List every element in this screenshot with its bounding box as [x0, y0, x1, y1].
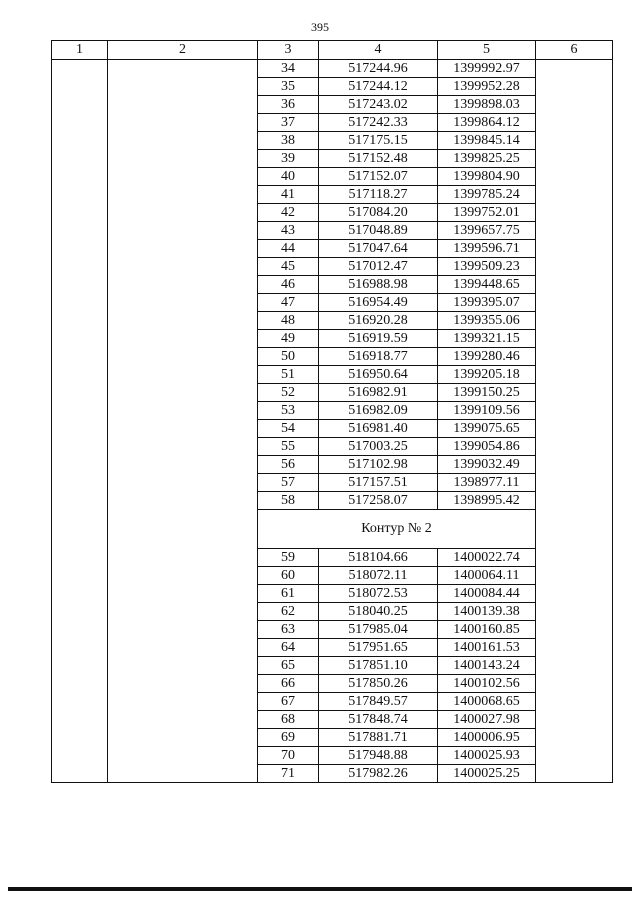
x-coordinate-cell: 517982.26 [319, 765, 438, 783]
x-coordinate-cell: 517157.51 [319, 474, 438, 492]
empty-cell-col1 [52, 60, 108, 783]
point-number-cell: 48 [258, 312, 319, 330]
point-number-cell: 41 [258, 186, 319, 204]
point-number-cell: 49 [258, 330, 319, 348]
y-coordinate-cell: 1400102.56 [438, 675, 536, 693]
x-coordinate-cell: 517102.98 [319, 456, 438, 474]
x-coordinate-cell: 517152.48 [319, 150, 438, 168]
y-coordinate-cell: 1399280.46 [438, 348, 536, 366]
y-coordinate-cell: 1399355.06 [438, 312, 536, 330]
page-number: 395 [311, 20, 329, 34]
point-number-cell: 63 [258, 621, 319, 639]
x-coordinate-cell: 516920.28 [319, 312, 438, 330]
point-number-cell: 55 [258, 438, 319, 456]
y-coordinate-cell: 1399150.25 [438, 384, 536, 402]
point-number-cell: 71 [258, 765, 319, 783]
point-number-cell: 59 [258, 549, 319, 567]
point-number-cell: 58 [258, 492, 319, 510]
x-coordinate-cell: 517849.57 [319, 693, 438, 711]
empty-cell-col2 [108, 60, 258, 783]
x-coordinate-cell: 516981.40 [319, 420, 438, 438]
y-coordinate-cell: 1399321.15 [438, 330, 536, 348]
point-number-cell: 45 [258, 258, 319, 276]
contour-heading: Контур № 2 [258, 510, 536, 549]
x-coordinate-cell: 516982.91 [319, 384, 438, 402]
x-coordinate-cell: 517881.71 [319, 729, 438, 747]
x-coordinate-cell: 518072.11 [319, 567, 438, 585]
x-coordinate-cell: 517084.20 [319, 204, 438, 222]
point-number-cell: 64 [258, 639, 319, 657]
point-number-cell: 57 [258, 474, 319, 492]
point-number-cell: 67 [258, 693, 319, 711]
point-number-cell: 62 [258, 603, 319, 621]
y-coordinate-cell: 1399054.86 [438, 438, 536, 456]
point-number-cell: 40 [258, 168, 319, 186]
column-header: 2 [108, 41, 258, 60]
y-coordinate-cell: 1399657.75 [438, 222, 536, 240]
point-number-cell: 35 [258, 78, 319, 96]
x-coordinate-cell: 516954.49 [319, 294, 438, 312]
y-coordinate-cell: 1400160.85 [438, 621, 536, 639]
y-coordinate-cell: 1400139.38 [438, 603, 536, 621]
x-coordinate-cell: 518072.53 [319, 585, 438, 603]
point-number-cell: 43 [258, 222, 319, 240]
column-header: 5 [438, 41, 536, 60]
x-coordinate-cell: 516918.77 [319, 348, 438, 366]
x-coordinate-cell: 517152.07 [319, 168, 438, 186]
point-number-cell: 42 [258, 204, 319, 222]
y-coordinate-cell: 1399752.01 [438, 204, 536, 222]
x-coordinate-cell: 518104.66 [319, 549, 438, 567]
table-header-row [52, 41, 613, 60]
x-coordinate-cell: 517118.27 [319, 186, 438, 204]
x-coordinate-cell: 517258.07 [319, 492, 438, 510]
column-header: 1 [52, 41, 108, 60]
x-coordinate-cell: 518040.25 [319, 603, 438, 621]
point-number-cell: 52 [258, 384, 319, 402]
point-number-cell: 51 [258, 366, 319, 384]
y-coordinate-cell: 1399845.14 [438, 132, 536, 150]
x-coordinate-cell: 517175.15 [319, 132, 438, 150]
y-coordinate-cell: 1400006.95 [438, 729, 536, 747]
y-coordinate-cell: 1400064.11 [438, 567, 536, 585]
x-coordinate-cell: 517848.74 [319, 711, 438, 729]
empty-cell-col6 [536, 60, 613, 783]
point-number-cell: 46 [258, 276, 319, 294]
point-number-cell: 69 [258, 729, 319, 747]
point-number-cell: 68 [258, 711, 319, 729]
point-number-cell: 47 [258, 294, 319, 312]
x-coordinate-cell: 516919.59 [319, 330, 438, 348]
column-header: 6 [536, 41, 613, 60]
bottom-rule [8, 887, 632, 891]
y-coordinate-cell: 1399804.90 [438, 168, 536, 186]
coordinates-table [51, 40, 613, 783]
y-coordinate-cell: 1400084.44 [438, 585, 536, 603]
y-coordinate-cell: 1400022.74 [438, 549, 536, 567]
point-number-cell: 60 [258, 567, 319, 585]
point-number-cell: 54 [258, 420, 319, 438]
y-coordinate-cell: 1398995.42 [438, 492, 536, 510]
y-coordinate-cell: 1399109.56 [438, 402, 536, 420]
y-coordinate-cell: 1400025.25 [438, 765, 536, 783]
point-number-cell: 56 [258, 456, 319, 474]
x-coordinate-cell: 516988.98 [319, 276, 438, 294]
y-coordinate-cell: 1399448.65 [438, 276, 536, 294]
y-coordinate-cell: 1399992.97 [438, 60, 536, 78]
column-header: 4 [319, 41, 438, 60]
y-coordinate-cell: 1400143.24 [438, 657, 536, 675]
column-header: 3 [258, 41, 319, 60]
point-number-cell: 37 [258, 114, 319, 132]
y-coordinate-cell: 1399032.49 [438, 456, 536, 474]
x-coordinate-cell: 517047.64 [319, 240, 438, 258]
y-coordinate-cell: 1398977.11 [438, 474, 536, 492]
table-row [52, 60, 613, 78]
x-coordinate-cell: 517242.33 [319, 114, 438, 132]
x-coordinate-cell: 517851.10 [319, 657, 438, 675]
point-number-cell: 38 [258, 132, 319, 150]
y-coordinate-cell: 1400161.53 [438, 639, 536, 657]
x-coordinate-cell: 517048.89 [319, 222, 438, 240]
x-coordinate-cell: 517003.25 [319, 438, 438, 456]
point-number-cell: 39 [258, 150, 319, 168]
x-coordinate-cell: 517244.12 [319, 78, 438, 96]
x-coordinate-cell: 516950.64 [319, 366, 438, 384]
x-coordinate-cell: 517985.04 [319, 621, 438, 639]
x-coordinate-cell: 517244.96 [319, 60, 438, 78]
y-coordinate-cell: 1399395.07 [438, 294, 536, 312]
y-coordinate-cell: 1399952.28 [438, 78, 536, 96]
y-coordinate-cell: 1399898.03 [438, 96, 536, 114]
point-number-cell: 50 [258, 348, 319, 366]
y-coordinate-cell: 1399075.65 [438, 420, 536, 438]
point-number-cell: 61 [258, 585, 319, 603]
x-coordinate-cell: 517243.02 [319, 96, 438, 114]
y-coordinate-cell: 1400027.98 [438, 711, 536, 729]
point-number-cell: 65 [258, 657, 319, 675]
point-number-cell: 53 [258, 402, 319, 420]
y-coordinate-cell: 1400068.65 [438, 693, 536, 711]
point-number-cell: 34 [258, 60, 319, 78]
y-coordinate-cell: 1399509.23 [438, 258, 536, 276]
point-number-cell: 66 [258, 675, 319, 693]
y-coordinate-cell: 1399596.71 [438, 240, 536, 258]
y-coordinate-cell: 1399825.25 [438, 150, 536, 168]
x-coordinate-cell: 517948.88 [319, 747, 438, 765]
point-number-cell: 70 [258, 747, 319, 765]
x-coordinate-cell: 517850.26 [319, 675, 438, 693]
x-coordinate-cell: 516982.09 [319, 402, 438, 420]
y-coordinate-cell: 1400025.93 [438, 747, 536, 765]
y-coordinate-cell: 1399205.18 [438, 366, 536, 384]
x-coordinate-cell: 517951.65 [319, 639, 438, 657]
point-number-cell: 44 [258, 240, 319, 258]
x-coordinate-cell: 517012.47 [319, 258, 438, 276]
y-coordinate-cell: 1399785.24 [438, 186, 536, 204]
y-coordinate-cell: 1399864.12 [438, 114, 536, 132]
point-number-cell: 36 [258, 96, 319, 114]
